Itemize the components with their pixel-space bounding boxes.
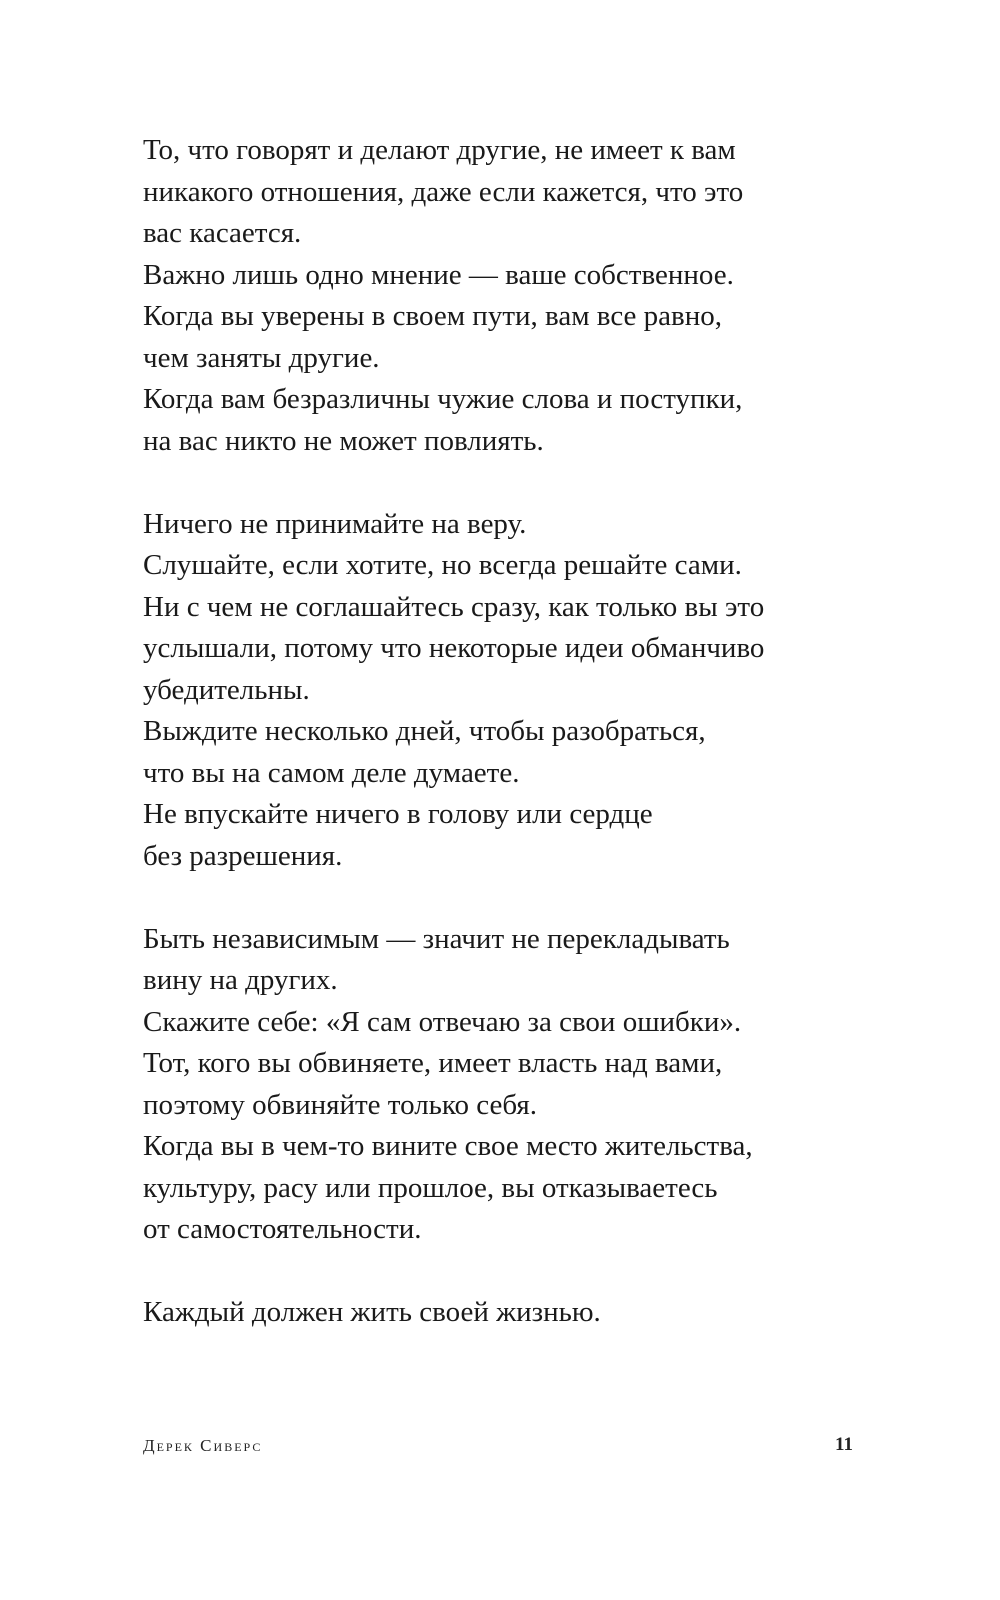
text-line: никакого отношения, даже если кажется, что это: [143, 175, 744, 208]
text-line: Выждите несколько дней, чтобы разобраться,: [143, 715, 706, 747]
text-line: Тот, кого вы обвиняете, имеет власть над вами,: [143, 1047, 723, 1079]
text-line: что вы на самом деле думаете.: [143, 756, 520, 789]
text-line: Важно лишь одно мнение — ваше собственное.: [143, 258, 734, 291]
paragraph: [143, 919, 943, 1251]
text-line: Когда вам безразличны чужие слова и поступки,: [143, 383, 743, 415]
paragraph: [143, 504, 943, 878]
text-line: Когда вы в чем-то вините свое место жительства,: [143, 1130, 753, 1162]
text-line: Быть независимым — значит не перекладывать: [143, 922, 730, 955]
text-line: культуру, расу или прошлое, вы отказываетесь: [143, 1171, 718, 1204]
body-text: [143, 130, 943, 1375]
text-line: Ни с чем не соглашайтесь сразу, как только вы это: [143, 590, 765, 623]
text-line: Не впускайте ничего в голову или сердце: [143, 798, 653, 830]
text-line: вину на других.: [143, 964, 338, 996]
text-line: Ничего не принимайте на веру.: [143, 507, 527, 540]
text-line: вас касается.: [143, 217, 302, 249]
paragraph: [143, 130, 943, 462]
running-footer-author: Дерек Сиверс: [143, 1436, 263, 1455]
text-line: Скажите себе: «Я сам отвечаю за свои ошибки».: [143, 1005, 742, 1038]
text-line: от самостоятельности.: [143, 1213, 422, 1245]
text-line: чем заняты другие.: [143, 341, 380, 374]
text-line: Каждый должен жить своей жизнью.: [143, 1296, 601, 1328]
text-line: То, что говорят и делают другие, не имеет к вам: [143, 134, 736, 166]
text-line: Слушайте, если хотите, но всегда решайте сами.: [143, 549, 742, 581]
text-line: на вас никто не может повлиять.: [143, 424, 544, 457]
page-number: 11: [835, 1434, 853, 1455]
text-line: без разрешения.: [143, 839, 343, 872]
text-line: поэтому обвиняйте только себя.: [143, 1088, 537, 1121]
text-line: Когда вы уверены в своем пути, вам все равно,: [143, 300, 723, 332]
text-line: услышали, потому что некоторые идеи обманчиво: [143, 632, 765, 664]
paragraph: [143, 1292, 943, 1334]
text-line: убедительны.: [143, 673, 310, 706]
